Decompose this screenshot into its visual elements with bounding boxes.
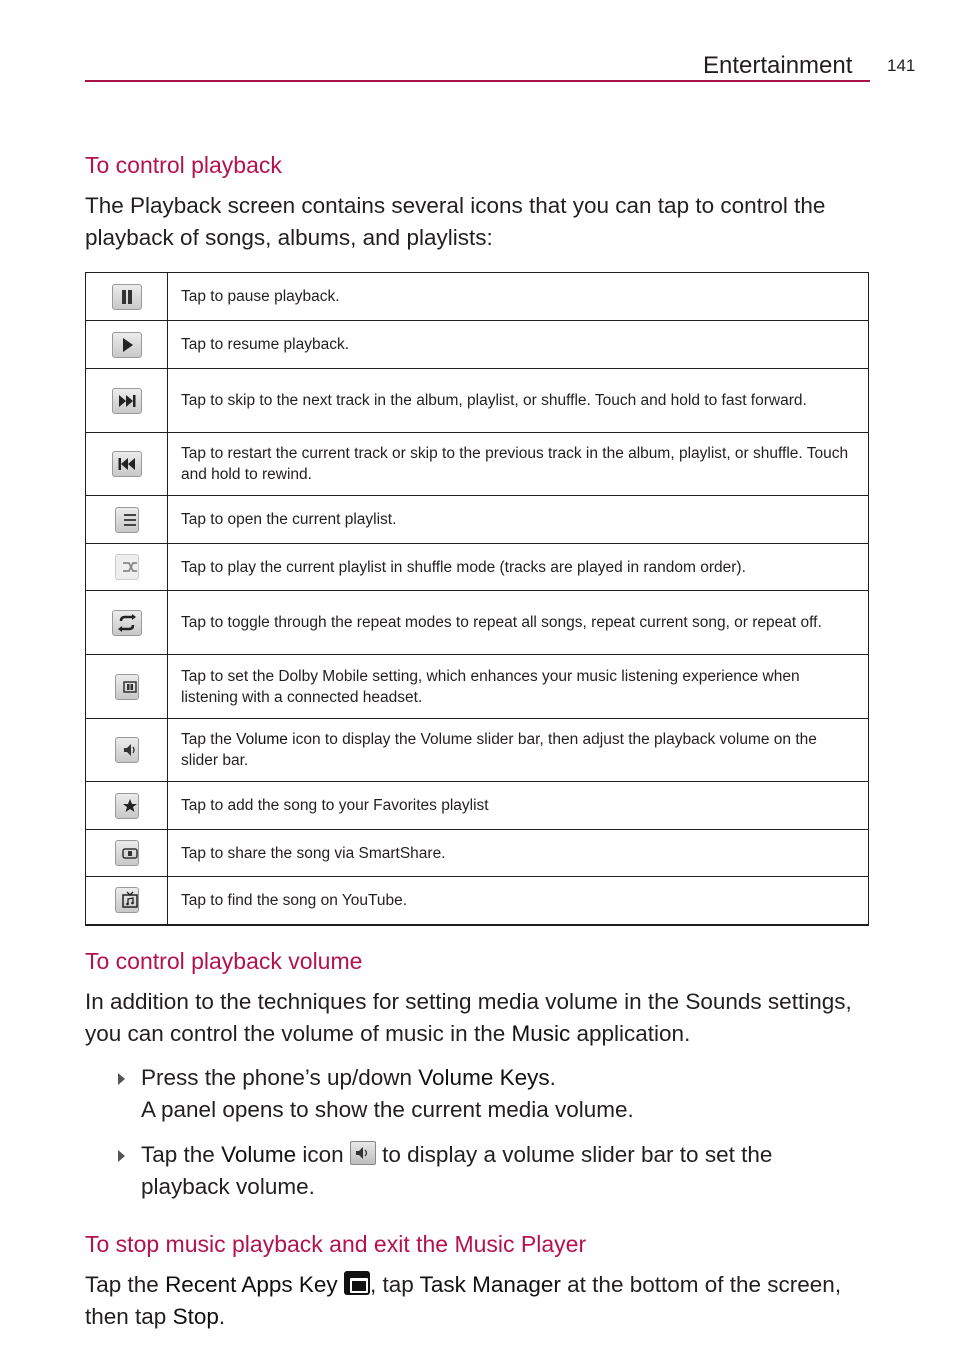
smartshare-icon — [115, 840, 139, 866]
row-text: Tap to pause playback. — [168, 273, 869, 321]
row-text: Tap to play the current playlist in shuffle mode (tracks are played in random order). — [168, 544, 869, 591]
table-row — [86, 591, 869, 655]
row-text: Tap to add the song to your Favorites playlist — [168, 782, 869, 830]
heading-control-playback: To control playback — [85, 152, 282, 178]
row-text: Tap to set the Dolby Mobile setting, which enhances your music listening experience when listening with a connected headset. — [168, 655, 869, 719]
row-text: Tap to restart the current track or skip to the previous track in the album, playlist, or shuffle. Touch and hold to rewind. — [168, 433, 869, 496]
stop-instructions: Tap the Recent Apps Key , tap Task Manager at the bottom of the screen, then tap Stop. — [85, 1272, 842, 1329]
playback-intro: The Playback screen contains several icons that you can tap to control the playback of songs, albums, and playlists: — [85, 193, 826, 250]
play-icon — [112, 332, 142, 358]
recent-apps-key-icon — [344, 1271, 370, 1295]
bullet-arrow-icon — [118, 1073, 125, 1085]
favorite-star-icon — [115, 793, 139, 819]
previous-track-icon — [112, 451, 142, 477]
header-divider — [85, 80, 870, 82]
table-row — [86, 719, 869, 782]
bullet-arrow-icon — [118, 1150, 125, 1162]
row-text: Tap to toggle through the repeat modes to repeat all songs, repeat current song, or repeat off. — [168, 591, 869, 655]
table-row — [86, 321, 869, 369]
page-number: 141 — [887, 56, 916, 75]
row-text: Tap to skip to the next track in the album, playlist, or shuffle. Touch and hold to fast forward. — [168, 369, 869, 433]
heading-control-volume: To control playback volume — [85, 948, 363, 974]
table-row — [86, 655, 869, 719]
repeat-icon — [112, 610, 142, 636]
next-track-icon — [112, 388, 142, 414]
playback-icons-table — [85, 272, 869, 926]
dolby-icon — [115, 674, 139, 700]
row-text: Tap to open the current playlist. — [168, 496, 869, 544]
table-row — [86, 273, 869, 321]
table-row — [86, 544, 869, 591]
youtube-icon — [115, 887, 139, 913]
table-row — [86, 782, 869, 830]
table-row — [86, 433, 869, 496]
table-row — [86, 830, 869, 877]
row-text: Tap to share the song via SmartShare. — [168, 830, 869, 877]
volume-intro: In addition to the techniques for setting media volume in the Sounds settings, you can control the volume of music in the Music application. — [85, 989, 852, 1046]
playlist-icon — [115, 507, 139, 533]
heading-stop-playback: To stop music playback and exit the Music Player — [85, 1231, 587, 1257]
volume-icon — [115, 737, 139, 763]
section-header: Entertainment — [703, 52, 853, 79]
row-text: Tap the Volume icon to display the Volume slider bar, then adjust the playback volume on the slider bar. — [168, 719, 869, 782]
pause-icon — [112, 284, 142, 310]
row-text: Tap to resume playback. — [168, 321, 869, 369]
table-row — [86, 496, 869, 544]
volume-icon — [350, 1141, 376, 1165]
table-row — [86, 369, 869, 433]
table-row — [86, 877, 869, 925]
shuffle-icon — [115, 554, 139, 580]
row-text: Tap to find the song on YouTube. — [168, 877, 869, 925]
